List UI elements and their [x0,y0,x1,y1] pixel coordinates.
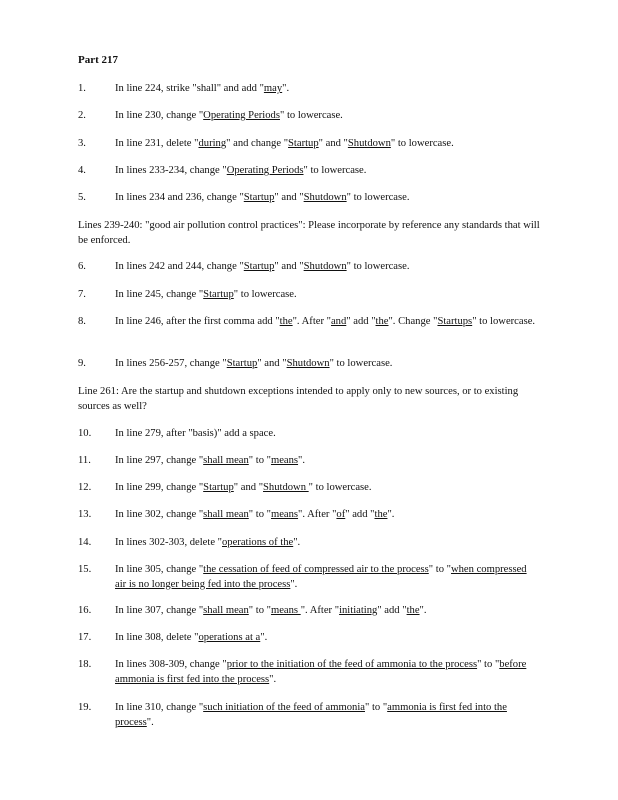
underlined-text: and [330,316,347,327]
list-item-3 [78,137,538,152]
item-number: 12. [78,482,92,493]
text-segment: ". [269,673,277,685]
text-segment: ". [282,83,290,94]
underlined-text: operations of the [222,537,294,548]
list-item-19 [78,701,538,730]
text-segment: " and " [233,482,264,493]
underlined-text: prior to the initiation of the feed of ammonia to the process [226,659,478,670]
comment-paragraph-line-261: Line 261: Are the startup and shutdown exceptions intended to apply only to new sources, or to existing sources as well? [78,386,519,412]
text-segment: In line 246, after the first comma add " [115,316,280,327]
text-segment: " to lowercase. [329,358,393,369]
underlined-text: operations at a [198,632,261,643]
item-number: 7. [78,289,86,300]
text-segment: In line 231, delete " [115,138,199,149]
text-segment: In line 224, strike "shall" and add " [115,83,264,94]
underlined-text: Startup [243,261,275,272]
underlined-text: shall mean [203,455,249,466]
item-text [115,357,538,372]
text-segment: " to lowercase. [233,289,297,300]
text-segment: " to lowercase. [303,165,367,176]
text-segment: In lines 234 and 236, change " [115,192,244,203]
item-text [115,109,538,124]
underlined-text: the [406,605,420,616]
item-number: 4. [78,165,86,176]
underlined-text: such initiation of the feed of ammonia [203,702,365,713]
text-segment: " to " [248,509,271,520]
list-item-17 [78,631,538,646]
list-item-10 [78,427,538,442]
item-text [115,288,538,303]
item-text [115,658,538,687]
item-number: 3. [78,138,86,149]
underlined-text: Startup [203,289,234,300]
text-segment: ". [290,578,298,590]
underlined-text: the [375,316,389,327]
list-item-7 [78,288,538,303]
underlined-text: the [279,316,293,327]
underlined-text: before ammonia is first fed into the process [115,659,527,685]
text-segment: " and " [274,261,304,272]
text-segment: " and change " [226,138,289,149]
text-segment: " to lowercase. [279,110,343,121]
item-text [115,191,538,206]
underlined-text: when compressed air is no longer being fed into the process [115,564,527,590]
list-item-11 [78,454,538,469]
list-item-16 [78,604,538,619]
text-segment: " to " [428,564,451,575]
text-segment: ". [387,509,395,520]
item-number: 16. [78,605,92,616]
text-segment: In lines 308-309, change " [115,659,227,670]
list-item-1 [78,82,538,97]
list-item-8 [78,315,538,330]
text-segment: " to lowercase. [308,482,372,493]
text-segment: ". Change " [388,316,438,327]
underlined-text: means [270,455,299,466]
item-text [115,454,538,469]
underlined-text: Shutdown [347,138,391,149]
item-text [115,164,538,179]
text-segment: " to lowercase. [390,138,454,149]
item-number: 19. [78,702,92,713]
underlined-text: Shutdown [303,192,347,203]
text-segment: ". [260,632,268,643]
text-segment: In lines 242 and 244, change " [115,261,244,272]
underlined-text: Startup [226,358,258,369]
underlined-text: initiating [339,605,378,616]
underlined-text: Startup [288,138,319,149]
text-segment: " to " [248,455,271,466]
item-text [115,427,538,442]
text-segment: In line 310, change " [115,702,204,713]
item-number: 13. [78,509,92,520]
text-segment: " to " [364,702,388,713]
text-segment: In line 230, change " [115,110,204,121]
underlined-text: the [374,509,388,520]
underlined-text: Startups [437,316,473,327]
list-item-14 [78,536,538,551]
item-number: 5. [78,192,86,203]
item-number: 2. [78,110,86,121]
list-item-12 [78,481,538,496]
list-item-2 [78,109,538,124]
item-number: 6. [78,261,86,272]
item-text [115,82,538,97]
list-item-15 [78,563,538,592]
item-number: 14. [78,537,92,548]
list-item-4 [78,164,538,179]
underlined-text: means [270,509,299,520]
text-segment: ". [298,455,306,466]
item-text [115,137,538,152]
text-segment: ". [419,605,427,616]
text-segment: ". After " [292,316,331,327]
text-segment: ". [293,537,301,548]
underlined-text: may [263,83,283,94]
item-number: 1. [78,83,86,94]
item-number: 15. [78,564,92,575]
underlined-text: during [198,138,227,149]
text-segment: " to " [248,605,271,616]
text-segment: In line 279, after "basis)" add a space. [115,428,276,439]
text-segment: In line 305, change " [115,564,204,575]
text-segment: In lines 256-257, change " [115,358,227,369]
underlined-text: Startup [243,192,275,203]
text-segment: ". [146,716,154,728]
text-segment: In line 245, change " [115,289,204,300]
text-segment: In lines 302-303, delete " [115,537,222,548]
item-number: 8. [78,316,86,327]
item-text [115,508,538,523]
text-segment: " to lowercase. [472,316,536,327]
underlined-text: Operating Periods [226,165,304,176]
item-text [115,701,538,730]
item-text [115,536,538,551]
underlined-text: Shutdown [286,358,330,369]
item-text [115,563,538,592]
underlined-text: shall mean [203,509,249,520]
underlined-text: Shutdown [303,261,347,272]
text-segment: In line 297, change " [115,455,204,466]
text-segment: In line 308, delete " [115,632,199,643]
list-item-18 [78,658,538,687]
part-heading: Part 217 [78,54,119,66]
item-text [115,315,538,330]
item-text [115,631,538,646]
text-segment: ". After " [300,605,340,616]
text-segment: In line 302, change " [115,509,204,520]
comment-paragraph-lines-239-240: Lines 239-240: "good air pollution control practices": Please incorporate by reference any standards that will be enforced. [78,220,540,246]
text-segment: " to " [477,659,500,670]
underlined-text: Operating Periods [203,110,280,121]
item-text [115,604,538,619]
text-segment: " add " [377,605,407,616]
list-item-5 [78,191,538,206]
text-segment: In lines 233-234, change " [115,165,227,176]
text-segment: " and " [257,358,287,369]
text-segment: " and " [274,192,304,203]
underlined-text: Startup [203,482,234,493]
text-segment: " to lowercase. [346,192,410,203]
underlined-text: shall mean [203,605,249,616]
text-segment: " to lowercase. [346,261,410,272]
item-text [115,481,538,496]
item-number: 18. [78,659,92,670]
text-segment: " and " [318,138,348,149]
item-number: 10. [78,428,92,439]
underlined-text: the cessation of feed of compressed air to the process [203,564,429,575]
list-item-13 [78,508,538,523]
text-segment: " add " [345,509,375,520]
text-segment: ". After " [298,509,337,520]
underlined-text: means [270,605,301,616]
list-item-6 [78,260,538,275]
text-segment: " add " [346,316,376,327]
text-segment: In line 299, change " [115,482,204,493]
item-number: 11. [78,455,91,466]
item-number: 17. [78,632,92,643]
text-segment: In line 307, change " [115,605,204,616]
underlined-text: Shutdown [263,482,309,493]
underlined-text: of [336,509,346,520]
item-number: 9. [78,358,86,369]
list-item-9 [78,357,538,372]
item-text [115,260,538,275]
underlined-text: ammonia is first fed into the process [115,702,507,728]
